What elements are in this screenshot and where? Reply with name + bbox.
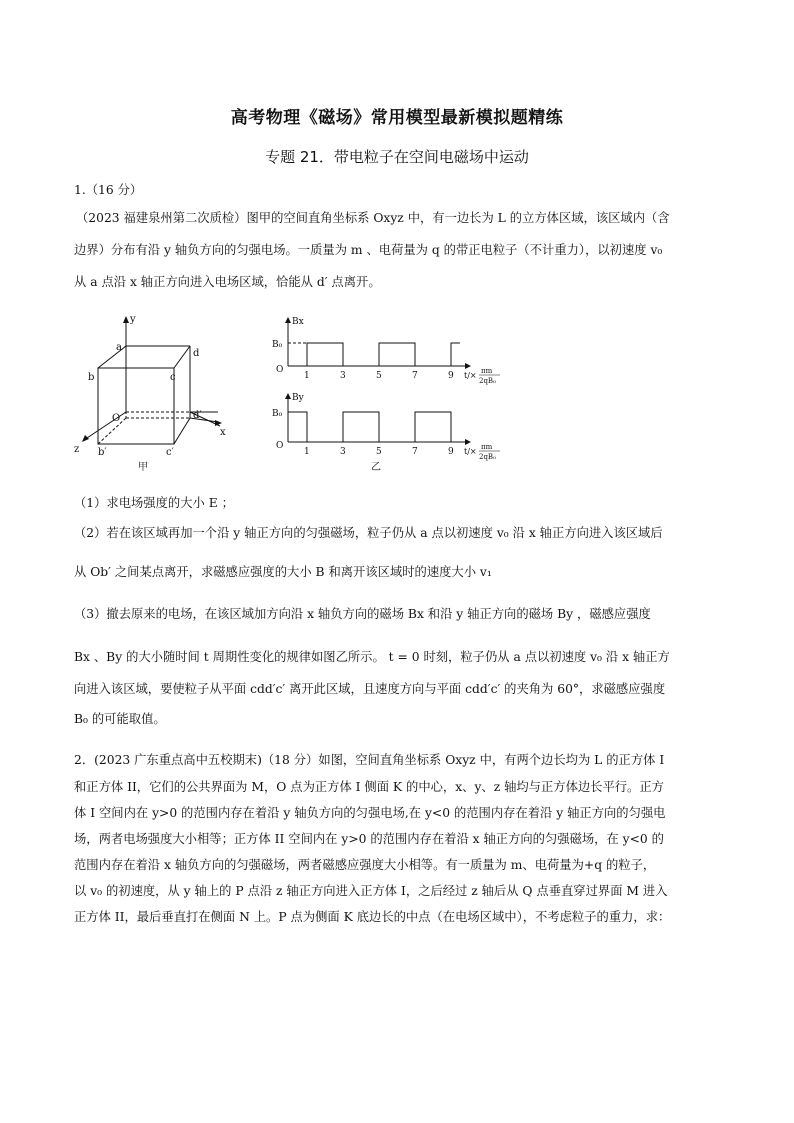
page-title: 高考物理《磁场》常用模型最新模拟题精练 <box>230 108 564 128</box>
vertex-b-prime: b′ <box>98 447 107 458</box>
bottom-tick-9: 9 <box>448 447 454 457</box>
figure-jia-caption: 甲 <box>138 462 148 473</box>
figure-svg <box>70 310 510 475</box>
q1-intro-line: （2023 福建泉州第二次质检）图甲的空间直角坐标系 Oxyz 中，有一边长为 L 的立方体区域，该区域内（含 <box>76 211 670 225</box>
bottom-tick-7: 7 <box>412 447 418 457</box>
q1-figures <box>70 310 510 475</box>
top-tick-1: 1 <box>304 371 310 381</box>
figure-yi-top <box>285 317 471 369</box>
q2-line: 和正方体 II，它们的公共界面为 M，O 点为正方体 I 侧面 K 的中心，x、y、z 轴均与正方体边长平行。正方 <box>74 780 664 794</box>
bottom-level-label: B₀ <box>272 409 283 419</box>
bottom-t-unit: t/× <box>464 447 477 456</box>
page-subtitle: 专题 21．带电粒子在空间电磁场中运动 <box>265 148 529 166</box>
q1-part-1: （1）求电场强度的大小 E ； <box>74 496 234 510</box>
q1-part-3-cont: 向进入该区域，要使粒子从平面 cdd′c′ 离开此区域，且速度方向与平面 cdd′c′ 的夹角为 60°，求磁感应强度 <box>74 682 666 696</box>
top-frac-den: 2qB₀ <box>479 377 496 385</box>
bottom-tick-1: 1 <box>304 447 310 457</box>
axis-label-x: x <box>220 427 226 438</box>
figure-yi-caption: 乙 <box>371 462 381 473</box>
q1-part-3: （3）撤去原来的电场，在该区域加方向沿 x 轴负方向的磁场 Bx 和沿 y 轴正方向的磁场 By ，磁感应强度 <box>74 607 651 621</box>
q1-intro-line: 从 a 点沿 x 轴正方向进入电场区域，恰能从 d′ 点离开。 <box>74 275 381 289</box>
q2-line: 2．(2023 广东重点高中五校期末)（18 分）如图，空间直角坐标系 Oxyz 中，有两个边长均为 L 的正方体 I <box>74 753 665 767</box>
q1-part-2-cont: 从 Ob′ 之间某点离开，求磁感应强度的大小 B 和离开该区域时的速度大小 v₁ <box>74 565 492 579</box>
q1-part-3-cont: B₀ 的可能取值。 <box>74 712 166 726</box>
q2-line: 以 v₀ 的初速度，从 y 轴上的 P 点沿 z 轴正方向进入正方体 I，之后经过 z 轴后从 Q 点垂直穿过界面 M 进入 <box>74 884 668 898</box>
q1-part-3-cont: Bx 、By 的大小随时间 t 周期性变化的规律如图乙所示。 t = 0 时刻，粒子仍从 a 点以初速度 v₀ 沿 x 轴正方 <box>74 650 670 664</box>
figure-yi-bottom <box>285 393 471 445</box>
y-axis-arrow <box>123 316 129 323</box>
vertex-d-prime: d′ <box>193 410 202 421</box>
top-tick-5: 5 <box>376 371 382 381</box>
top-tick-3: 3 <box>340 371 346 381</box>
q1-score: 1.（16 分） <box>74 183 143 197</box>
top-tick-9: 9 <box>448 371 454 381</box>
q2-line: 体 I 空间内在 y>0 的范围内存在着沿 y 轴负方向的匀强电场,在 y<0 的范围内存在着沿 y 轴正方向的匀强电 <box>74 806 666 820</box>
figure-jia <box>82 316 222 444</box>
top-tick-7: 7 <box>412 371 418 381</box>
top-frac-num: πm <box>481 367 493 375</box>
top-level-label: B₀ <box>272 340 283 350</box>
origin-label: O <box>112 413 121 424</box>
vertex-c: c <box>170 372 176 383</box>
bottom-origin: O <box>276 441 284 451</box>
q1-part-2: （2）若在该区域再加一个沿 y 轴正方向的匀强磁场，粒子仍从 a 点以初速度 v₀ 沿 x 轴正方向进入该区域后 <box>74 526 663 540</box>
q2-line: 范围内存在着沿 x 轴负方向的匀强磁场，两者磁感应强度大小相等。有一质量为 m、电荷量为+q 的粒子， <box>74 858 656 872</box>
q2-line: 场，两者电场强度大小相等；正方体 II 空间内在 y>0 的范围内存在着沿 x 轴正方向的匀强磁场，在 y<0 的 <box>74 832 664 846</box>
bottom-ylabel: By <box>292 393 304 403</box>
q2-line: 正方体 II，最后垂直打在侧面 N 上。P 点为侧面 K 底边长的中点（在电场区域中），不考虑粒子的重力，求： <box>74 910 671 924</box>
bottom-tick-5: 5 <box>376 447 382 457</box>
axis-label-z: z <box>74 444 80 455</box>
cube-front-face <box>98 368 174 444</box>
vertex-b: b <box>88 372 95 383</box>
z-axis-arrow <box>82 435 89 442</box>
vertex-a: a <box>116 342 122 353</box>
top-ylabel: Bx <box>292 317 304 327</box>
axis-label-y: y <box>130 314 136 325</box>
bottom-frac-den: 2qB₀ <box>479 453 496 461</box>
q1-intro-line: 边界）分布有沿 y 轴负方向的匀强电场。一质量为 m 、电荷量为 q 的带正电粒子（不计重力），以初速度 v₀ <box>74 243 663 257</box>
top-origin: O <box>276 365 284 375</box>
top-t-unit: t/× <box>464 371 477 380</box>
bottom-frac-num: πm <box>481 443 493 451</box>
vertex-d: d <box>193 348 200 359</box>
bottom-tick-3: 3 <box>340 447 346 457</box>
vertex-c-prime: c′ <box>166 447 174 458</box>
